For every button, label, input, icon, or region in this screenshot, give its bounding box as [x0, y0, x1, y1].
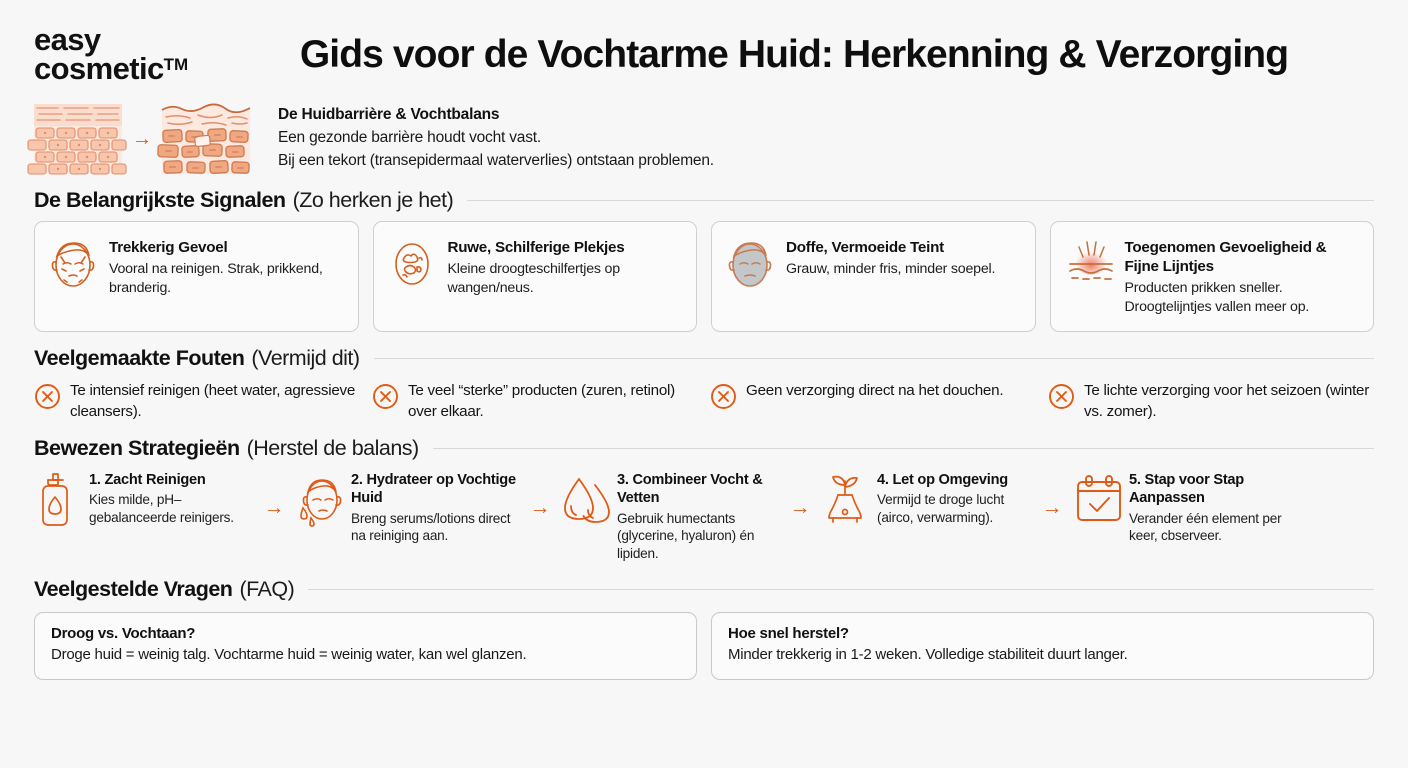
- mistake-item: [372, 381, 698, 422]
- page-header: [34, 0, 1374, 100]
- strategy-title: 3. Combineer Vocht & Vetten: [617, 472, 763, 507]
- strategy-description: Kies milde, pH–gebalanceerde reinigers.: [89, 492, 234, 526]
- section-subtitle-strategies: (Herstel de balans): [246, 436, 419, 461]
- signal-card[interactable]: [1050, 221, 1375, 332]
- signal-title: Toegenomen Gevoeligheid & Fijne Lijntjes: [1124, 239, 1327, 275]
- strategy-description: Verander één element per keer, cbserveer.: [1129, 510, 1282, 544]
- mistakes-list: [34, 379, 1374, 422]
- x-circle-icon: [34, 383, 61, 410]
- strategy-description: Breng serums/lotions direct na reiniging aan.: [351, 510, 511, 544]
- faq-question: Droog vs. Vochtaan?: [51, 624, 196, 642]
- strategy-steps: [34, 469, 1374, 562]
- signals-card-list: [34, 221, 1374, 332]
- section-header-faq: [34, 577, 1374, 602]
- faq-answer: Droge huid = weinig talg. Vochtarme huid = weinig water, kan wel glanzen.: [51, 645, 527, 663]
- faq-answer: Minder trekkerig in 1-2 weken. Volledige stabiliteit duurt langer.: [728, 645, 1128, 663]
- mistake-item: [710, 381, 1036, 422]
- strategy-body: [351, 471, 518, 545]
- section-divider: [374, 358, 1374, 359]
- section-title-mistakes: Veelgemaakte Fouten: [34, 346, 245, 371]
- section-header-signals: [34, 188, 1374, 213]
- signal-description: Vooral na reinigen. Strak, prikkend, branderig.: [109, 261, 323, 297]
- humidifier-plant-icon: [822, 473, 868, 525]
- brand-logo: [34, 22, 244, 86]
- strategy-step: [562, 471, 778, 562]
- trademark-mark: TM: [163, 55, 189, 74]
- strategy-title: 5. Stap voor Stap Aanpassen: [1129, 472, 1244, 507]
- face-hydration-icon: [296, 473, 342, 525]
- signal-card[interactable]: [373, 221, 698, 332]
- section-header-mistakes: [34, 346, 1374, 371]
- face-tight-icon: [47, 236, 99, 292]
- strategy-description: Vermijd te droge lucht (airco, verwarming).: [877, 492, 1005, 526]
- barrier-text: [278, 106, 714, 172]
- signal-description: Kleine droogteschilfertjes op wangen/neus.: [447, 261, 620, 297]
- damaged-skin-icon: [162, 104, 250, 174]
- signal-body: [786, 236, 1023, 279]
- barrier-arrow-icon: →: [132, 128, 152, 150]
- signal-body: [448, 236, 685, 298]
- signal-description: Grauw, minder fris, minder soepel.: [786, 261, 996, 277]
- strategy-arrow-icon: →: [263, 496, 285, 520]
- x-circle-icon: [1048, 383, 1075, 410]
- signal-title: Ruwe, Schilferige Plekjes: [447, 239, 625, 256]
- signal-card[interactable]: [711, 221, 1036, 332]
- section-subtitle-mistakes: (Vermijd dit): [251, 346, 360, 371]
- page-title: Gids voor de Vochtarme Huid: Herkenning & Verzorging: [299, 33, 1289, 76]
- water-drops-icon: [562, 473, 608, 525]
- signal-card[interactable]: [34, 221, 359, 332]
- barrier-title: De Huidbarrière & Vochtbalans: [278, 106, 500, 124]
- strategy-step: [296, 471, 518, 545]
- strategy-arrow-icon: →: [1041, 496, 1063, 520]
- section-divider: [433, 448, 1374, 449]
- irritated-skin-sun-icon: [1063, 236, 1115, 292]
- faq-question: Hoe snel herstel?: [728, 624, 849, 642]
- strategy-step: [822, 471, 1030, 526]
- strategy-body: [89, 471, 252, 526]
- mistake-item: [1048, 381, 1374, 422]
- signal-title: Trekkerig Gevoel: [109, 239, 228, 256]
- brand-line-2: cosmetic™: [34, 51, 189, 86]
- section-title-strategies: Bewezen Strategieën: [34, 436, 240, 461]
- signal-description: Producten prikken sneller. Droogtelijntjes vallen meer op.: [1124, 280, 1310, 316]
- x-circle-icon: [372, 383, 399, 410]
- calendar-check-icon: [1074, 473, 1120, 525]
- mistake-text: Te veel “sterke” producten (zuren, retinol) over elkaar.: [408, 382, 675, 420]
- mistake-item: [34, 381, 360, 422]
- mistake-text: Te intensief reinigen (heet water, agressieve cleansers).: [70, 382, 356, 420]
- signal-body: [109, 236, 346, 298]
- strategy-description: Gebruik humectants (glycerine, hyaluron) én lipiden.: [617, 510, 755, 561]
- pump-bottle-icon: [34, 473, 80, 525]
- strategy-title: 2. Hydrateer op Vochtige Huid: [351, 472, 516, 507]
- barrier-line-1: Een gezonde barrière houdt vocht vast.: [278, 129, 541, 147]
- section-subtitle-signals: (Zo herken je het): [292, 188, 454, 212]
- dull-face-mask-icon: [724, 236, 776, 292]
- section-divider: [308, 589, 1374, 590]
- x-circle-icon: [710, 383, 737, 410]
- section-title-signals: De Belangrijkste Signalen: [34, 188, 286, 212]
- strategy-step: [1074, 471, 1288, 545]
- mistake-text: Geen verzorging direct na het douchen.: [746, 382, 1004, 400]
- barrier-line-2: Bij een tekort (transepidermaal waterverlies) ontstaan problemen.: [278, 151, 714, 169]
- mistake-text: Te lichte verzorging voor het seizoen (winter vs. zomer).: [1084, 382, 1370, 420]
- strategy-body: [617, 471, 778, 562]
- brand-line-1: easy: [34, 22, 101, 58]
- section-title-faq: Veelgestelde Vragen: [34, 576, 233, 601]
- strategy-title: 1. Zacht Reinigen: [89, 472, 206, 489]
- section-header-strategies: [34, 436, 1374, 461]
- signal-title: Doffe, Vermoeide Teint: [786, 239, 944, 256]
- section-subtitle-faq: (FAQ): [239, 576, 295, 601]
- flaky-patch-icon: [386, 236, 438, 292]
- barrier-intro: [34, 104, 1374, 174]
- faq-card[interactable]: [34, 612, 697, 680]
- barrier-graphic: [34, 104, 250, 174]
- strategy-title: 4. Let op Omgeving: [877, 472, 1008, 489]
- healthy-skin-icon: [34, 104, 122, 174]
- faq-list: [34, 610, 1374, 680]
- strategy-step: [34, 471, 252, 526]
- section-divider: [467, 200, 1374, 201]
- strategy-body: [1129, 471, 1288, 545]
- strategy-arrow-icon: →: [789, 496, 811, 520]
- faq-card[interactable]: [711, 612, 1374, 680]
- signal-body: [1125, 236, 1362, 317]
- strategy-arrow-icon: →: [529, 496, 551, 520]
- strategy-body: [877, 471, 1030, 526]
